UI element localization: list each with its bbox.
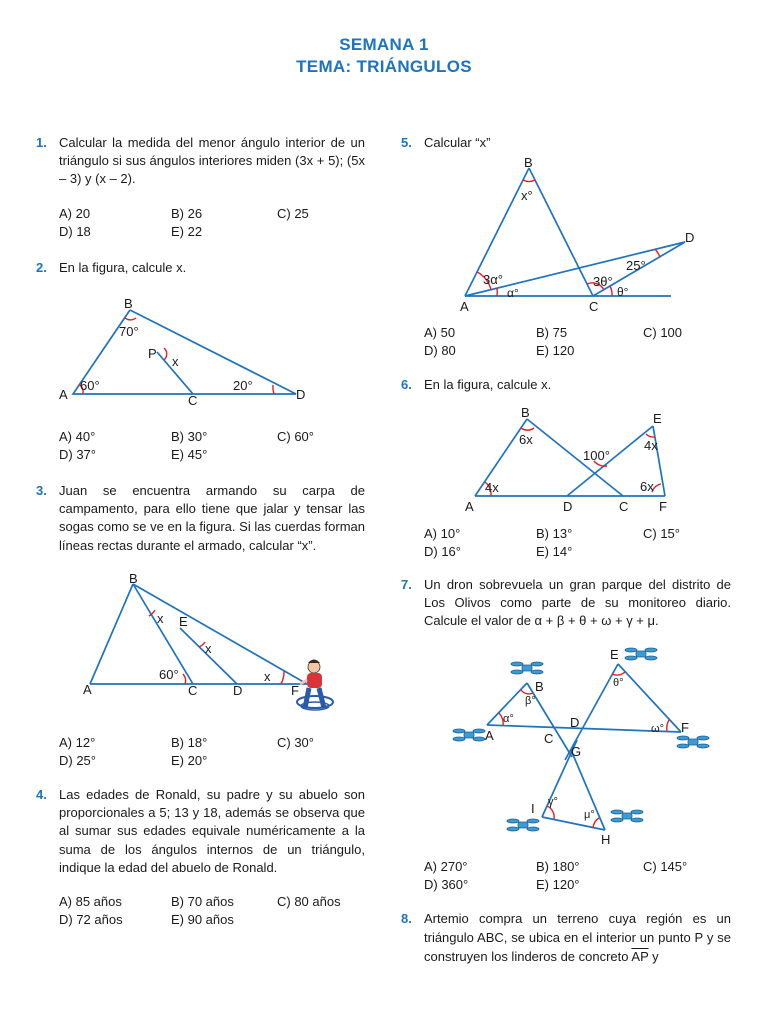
- question-number: 2.: [36, 260, 47, 275]
- option-b[interactable]: B) 13°: [536, 526, 573, 541]
- option-b[interactable]: B) 26: [171, 206, 203, 221]
- question-number: 4.: [36, 787, 47, 802]
- angle-arc: [521, 428, 534, 430]
- question-text: Juan se encuentra armando su carpa de campamento, para ello tiene que jalar y tensar las sogas como se ve en la figura. Si las cuerdas forman líneas rectas durante el armado, calcular “x”.: [59, 483, 365, 553]
- angle-beta-label: β°: [525, 695, 536, 707]
- vertex-label-g: G: [571, 744, 582, 759]
- option-e[interactable]: E) 22: [171, 223, 203, 239]
- options-4: [59, 893, 359, 928]
- options-3: [59, 734, 359, 769]
- vertex-label-i: I: [531, 801, 535, 816]
- vertex-label-e: E: [610, 647, 619, 662]
- option-b[interactable]: B) 180°: [536, 859, 580, 874]
- vertex-label-f: F: [659, 499, 667, 514]
- vertex-label-d: D: [233, 683, 243, 698]
- question-2: [36, 259, 365, 277]
- angle-3theta-label: 3θ°: [593, 274, 613, 289]
- vertex-label-a: A: [460, 299, 469, 314]
- angle-theta-label: θ°: [613, 677, 624, 689]
- vertex-label-c: C: [188, 683, 198, 698]
- question-text: Las edades de Ronald, su padre y su abuelo son proporcionales a 5; 13 y 18, además se observa que al sumar sus edades equivale numéricamente a la suma de los ángulos internos de un triángulo, indique la edad del abuelo de Ronald.: [59, 787, 365, 875]
- angle-arc: [523, 180, 535, 181]
- question-text: [424, 909, 731, 966]
- question-text: Un dron sobrevuela un gran parque del distrito de Los Olivos como parte de su monitoreo diario. Calcule el valor de α + β + θ + ω + γ + μ.: [424, 577, 731, 629]
- figure-7-drones: [445, 640, 735, 855]
- angle-4x-label: 4x: [644, 438, 658, 453]
- option-d[interactable]: D) 360°: [424, 876, 469, 892]
- drone-icon: [625, 648, 657, 660]
- option-a[interactable]: A) 50: [424, 325, 456, 340]
- vertex-label-a: A: [485, 728, 494, 743]
- vertex-label-d: D: [563, 499, 573, 514]
- angle-6x-label: 6x: [519, 432, 533, 447]
- drone-icon: [611, 810, 643, 822]
- angle-alpha-label: α°: [503, 713, 514, 725]
- angle-theta-label: θ°: [617, 285, 629, 299]
- options-1: [59, 205, 359, 240]
- angle-100-label: 100°: [583, 448, 610, 463]
- vertex-label-d: D: [685, 230, 695, 245]
- angle-omega-label: ω°: [651, 723, 664, 735]
- question-number: 6.: [401, 377, 412, 392]
- angle-arc: [125, 318, 136, 320]
- option-d[interactable]: D) 18: [59, 223, 91, 239]
- angle-mu-label: μ°: [584, 809, 595, 821]
- angle-alpha-label: α°: [507, 286, 519, 300]
- vertex-label-b: B: [521, 405, 530, 420]
- angle-x-label: x: [205, 641, 212, 656]
- drone-icon: [453, 729, 485, 741]
- option-b[interactable]: B) 70 años: [171, 894, 234, 909]
- option-b[interactable]: B) 18°: [171, 735, 208, 750]
- angle-arc: [655, 249, 660, 257]
- option-c[interactable]: C) 15°: [643, 526, 680, 541]
- vertex-label-a: A: [83, 682, 92, 697]
- option-b[interactable]: B) 30°: [171, 429, 208, 444]
- angle-arc: [183, 674, 186, 684]
- question-text: Calcular “x”: [424, 135, 491, 150]
- angle-x-label: x: [157, 611, 164, 626]
- segment-ap: $\overline{AP}$: [631, 949, 649, 964]
- angle-arc: [164, 348, 167, 360]
- vertex-label-d: D: [296, 387, 306, 402]
- week-title: SEMANA 1: [339, 35, 429, 54]
- option-a[interactable]: A) 270°: [424, 859, 468, 874]
- option-b[interactable]: B) 75: [536, 325, 568, 340]
- angle-d-label: 20°: [233, 378, 253, 393]
- figure-3-tent: [75, 570, 365, 720]
- drone-icon: [507, 819, 539, 831]
- option-a[interactable]: A) 85 años: [59, 894, 122, 909]
- angle-60-label: 60°: [159, 667, 179, 682]
- question-6: [401, 376, 731, 394]
- vertex-label-a: A: [465, 499, 474, 514]
- drone-icon: [677, 736, 709, 748]
- angle-x-label: x: [264, 669, 271, 684]
- angle-6x-label: 6x: [640, 479, 654, 494]
- vertex-label-f: F: [681, 720, 689, 735]
- angle-b-label: 70°: [119, 324, 139, 339]
- angle-x-label: x°: [521, 188, 533, 203]
- options-2: [59, 428, 359, 463]
- vertex-label-b: B: [124, 296, 133, 311]
- vertex-label-f: F: [291, 683, 299, 698]
- topic-title: TEMA: TRIÁNGULOS: [296, 57, 472, 76]
- figure-2-triangle: [50, 292, 320, 412]
- vertex-label-b: B: [524, 155, 533, 170]
- option-e[interactable]: E) 120°: [536, 876, 580, 892]
- option-c[interactable]: C) 100: [643, 325, 683, 340]
- question-1: [36, 134, 365, 189]
- drone-icon: [511, 662, 543, 674]
- option-d[interactable]: D) 72 años: [59, 911, 123, 927]
- question-7: [401, 576, 731, 631]
- angle-4x-label: 4x: [485, 480, 499, 495]
- figure-6-triangles: [455, 400, 685, 520]
- angle-x-label: x: [172, 354, 179, 369]
- angle-25-label: 25°: [626, 258, 646, 273]
- point-label-p: P: [148, 346, 157, 361]
- options-6: [424, 525, 724, 560]
- option-e[interactable]: E) 120: [536, 342, 575, 358]
- vertex-label-c: C: [589, 299, 599, 314]
- question-text: En la figura, calcule x.: [424, 377, 552, 392]
- vertex-label-h: H: [601, 832, 611, 847]
- angle-arc: [273, 385, 274, 394]
- question-number: 3.: [36, 483, 47, 498]
- question-number: 1.: [36, 135, 47, 150]
- option-a[interactable]: A) 10°: [424, 526, 461, 541]
- vertex-label-b: B: [535, 679, 544, 694]
- vertex-label-c: C: [619, 499, 629, 514]
- question-number: 5.: [401, 135, 412, 150]
- option-d[interactable]: D) 25°: [59, 752, 96, 768]
- options-7: [424, 858, 724, 893]
- question-text: En la figura, calcule x.: [59, 260, 187, 275]
- option-c[interactable]: C) 145°: [643, 859, 688, 874]
- vertex-label-a: A: [59, 387, 68, 402]
- option-c[interactable]: C) 80 años: [277, 894, 341, 909]
- option-c[interactable]: C) 60°: [277, 429, 314, 444]
- vertex-label-b: B: [129, 571, 138, 586]
- angle-arc: [667, 720, 669, 731]
- options-5: [424, 324, 724, 359]
- question-8: [401, 909, 731, 966]
- question-text-part: Artemio compra un terreno cuya región es un triángulo ABC, se ubica en el interior un punto P y se construyen los linderos de concreto: [424, 911, 731, 964]
- option-e[interactable]: E) 90 años: [171, 911, 234, 927]
- figure-5-triangle: [445, 150, 715, 320]
- question-number: 7.: [401, 577, 412, 592]
- option-e[interactable]: E) 45°: [171, 446, 208, 462]
- page-header: [0, 34, 768, 78]
- option-d[interactable]: D) 37°: [59, 446, 96, 462]
- question-text-part: y: [648, 949, 659, 964]
- vertex-label-e: E: [179, 614, 188, 629]
- vertex-label-c: C: [544, 731, 554, 746]
- option-d[interactable]: D) 16°: [424, 543, 461, 559]
- question-3: [36, 482, 365, 555]
- question-4: [36, 786, 365, 877]
- angle-arc: [281, 671, 284, 684]
- angle-a-label: 60°: [80, 378, 100, 393]
- option-a[interactable]: A) 12°: [59, 735, 96, 750]
- question-text: Calcular la medida del menor ángulo interior de un triángulo si sus ángulos interiores miden (3x + 5); (5x – 3) y (x – 2).: [59, 135, 365, 187]
- question-number: 8.: [401, 911, 412, 926]
- option-e[interactable]: E) 14°: [536, 543, 573, 559]
- vertex-label-d: D: [570, 715, 580, 730]
- option-d[interactable]: D) 80: [424, 342, 456, 358]
- option-c[interactable]: C) 25: [277, 206, 309, 221]
- vertex-label-c: C: [188, 393, 198, 408]
- angle-3alpha-label: 3α°: [483, 272, 503, 287]
- option-a[interactable]: A) 20: [59, 206, 91, 221]
- angle-gamma-label: γ°: [548, 796, 558, 808]
- option-c[interactable]: C) 30°: [277, 735, 314, 750]
- option-e[interactable]: E) 20°: [171, 752, 208, 768]
- option-a[interactable]: A) 40°: [59, 429, 96, 444]
- vertex-label-e: E: [653, 411, 662, 426]
